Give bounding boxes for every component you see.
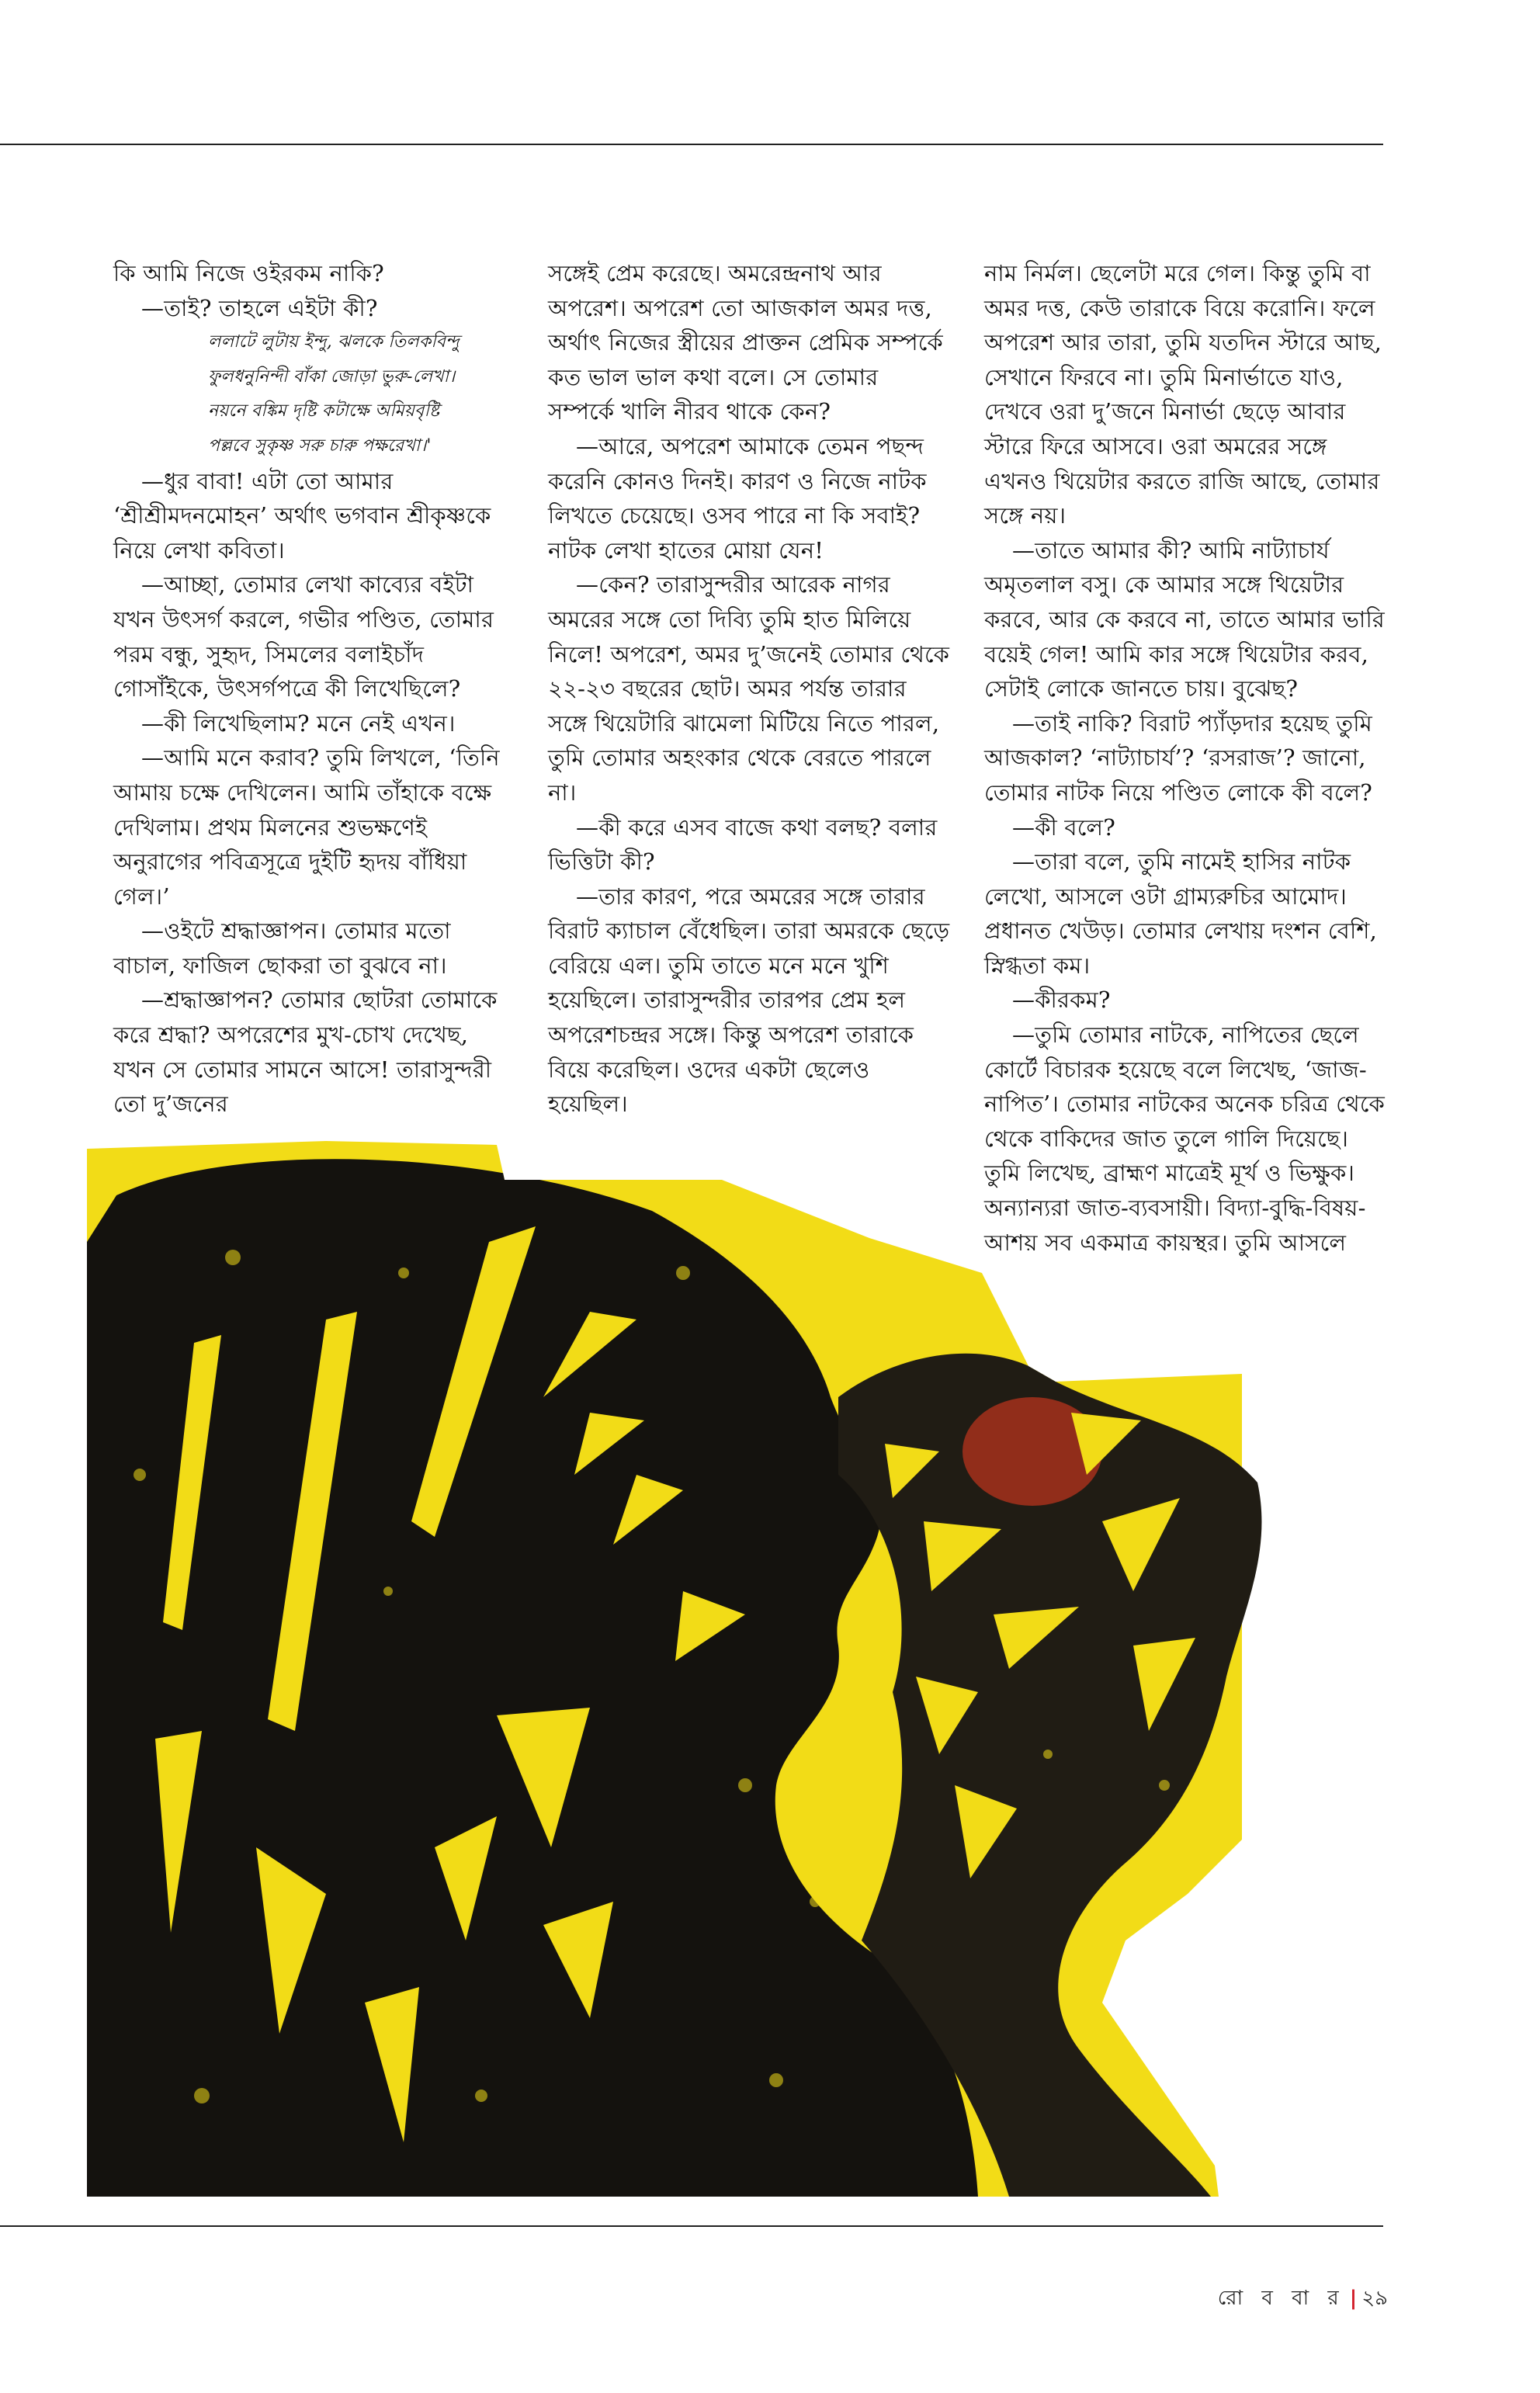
verse-line: ললাটে লুটায় ইন্দু, ঝলকে তিলকবিন্দু (208, 332, 460, 352)
paragraph: —কী লিখেছিলাম? মনে নেই এখন। (141, 709, 456, 737)
text-column-1 (113, 256, 509, 1122)
paragraph: —ওইটে শ্রদ্ধাজ্ঞাপন। তোমার মতো বাচাল, ফাজিল ছোকরা তা বুঝবে না। (113, 917, 451, 979)
paragraph: নাম নির্মল। ছেলেটা মরে গেল। কিন্তু তুমি বা অমর দত্ত, কেউ তারাকে বিয়ে করোনি। ফলে অপরেশ আর তারা, তুমি যতদিন স্টারে আছ, সেখানে ফিরবে না। তুমি মিনার্ভাতে যাও, দেখবে ওরা দু’জনে মিনার্ভা ছেড়ে আবার স্টারে ফিরে আসবে। ওরা অমরের সঙ্গে এখনও থিয়েটার করতে রাজি আছে, তোমার সঙ্গে নয়। (984, 260, 1382, 529)
verse-line: পল্লবে সুকৃষ্ণ সরু চারু পক্ষরেখা।' (208, 435, 432, 456)
paragraph: —কী করে এসব বাজে কথা বলছ? বলার ভিত্তিটা কী? (548, 813, 938, 876)
bottom-rule (0, 2225, 1383, 2227)
paragraph: —কেন? তারাসুন্দরীর আরেক নাগর অমরের সঙ্গে তো দিব্যি তুমি হাত মিলিয়ে নিলে! অপরেশ, অমর দু’জনেই তোমার থেকে ২২-২৩ বছরের ছোট। অমর পর্যন্ত তারার সঙ্গে থিয়েটারি ঝামেলা মিটিয়ে নিতে পারল, তুমি তোমার অহংকার থেকে বেরতে পারলে না। (548, 571, 950, 806)
paragraph: —শ্রদ্ধাজ্ঞাপন? তোমার ছোটরা তোমাকে করে শ্রদ্ধা? অপরেশের মুখ-চোখ দেখেছ, যখন সে তোমার সামনে আসে! তারাসুন্দরী তো দু’জনের (113, 987, 498, 1118)
paragraph: সঙ্গেই প্রেম করেছে। অমরেন্দ্রনাথ আর অপরেশ। অপরেশ তো আজকাল অমর দত্ত, অর্থাৎ নিজের স্ত্রীয়ের প্রাক্তন প্রেমিক সম্পর্কে কত ভাল ভাল কথা বলে। সে তোমার সম্পর্কে খালি নীরব থাকে কেন? (548, 260, 943, 425)
paragraph: —তুমি তোমার নাটকে, নাপিতের ছেলে কোর্টে বিচারক হয়েছে বলে লিখেছ, ‘জাজ-নাপিত’। তোমার নাটকের অনেক চরিত্র থেকে থেকে বাকিদের জাত তুলে গালি দিয়েছে। তুমি লিখেছ, ব্রাহ্মণ মাত্রেই মূর্খ ও ভিক্ষুক। অন্যান্যরা জাত-ব্যবসায়ী। বিদ্যা-বুদ্ধি-বিষয়-আশয় সব একমাত্র কায়স্থর। তুমি আসলে (984, 1021, 1386, 1256)
paragraph: —তারা বলে, তুমি নামেই হাসির নাটক লেখো, আসলে ওটা গ্রাম্যরুচির আমোদ। প্রধানত খেউড়। তোমার লেখায় দংশন বেশি, স্নিগ্ধতা কম। (984, 848, 1378, 979)
paragraph: কি আমি নিজে ওইরকম নাকি? (113, 260, 384, 286)
page-footer (1218, 2282, 1388, 2316)
text-column-2 (548, 256, 952, 1122)
paragraph: —তাই? তাহলে এইটা কী? (141, 294, 378, 321)
verse-line: নয়নে বঙ্কিম দৃষ্টি কটাক্ষে অমিয়বৃষ্টি (208, 401, 440, 421)
paragraph: —ধুর বাবা! এটা তো আমার ‘শ্রীশ্রীমদনমোহন’ অর্থাৎ ভগবান শ্রীকৃষ্ণকে নিয়ে লেখা কবিতা। (113, 467, 491, 564)
paragraph: —তার কারণ, পরে অমরের সঙ্গে তারার বিরাট ক্যাচাল বেঁধেছিল। তারা অমরকে ছেড়ে বেরিয়ে এল। তুমি তাতে মনে মনে খুশি হয়েছিলে। তারাসুন্দরীর তারপর প্রেম হল অপরেশচন্দ্রর সঙ্গে। কিন্তু অপরেশ তারাকে বিয়ে করেছিল। ওদের একটা ছেলেও হয়েছিল। (548, 883, 950, 1118)
paragraph: —কীরকম? (1012, 987, 1111, 1014)
verse-line: ফুলধনুনিন্দী বাঁকা জোড়া ভুরু-লেখা। (208, 366, 456, 387)
paragraph: —তাই নাকি? বিরাট প্যাঁড়দার হয়েছ তুমি আজকাল? ‘নাট্যাচার্য’? ‘রসরাজ’? জানো, তোমার নাটক নিয়ে পণ্ডিত লোকে কী বলে? (984, 709, 1373, 806)
magazine-name: রো ব বা র (1217, 2287, 1345, 2310)
paragraph: —আচ্ছা, তোমার লেখা কাব্যের বইটা যখন উৎসর্গ করলে, গভীর পণ্ডিত, তোমার পরম বন্ধু, সুহৃদ, সিমলের বলাইচাঁদ গোসাঁইকে, উৎসর্গপত্রে কী লিখেছিলে? (113, 571, 494, 702)
text-column-3 (984, 256, 1388, 1260)
paragraph: —আরে, অপরেশ আমাকে তেমন পছন্দ করেনি কোনও দিনই। কারণ ও নিজে নাটক লিখতে চেয়েছে। ওসব পারে না কি সবাই? নাটক লেখা হাতের মোয়া যেন! (548, 432, 927, 564)
page-number: ২৯ (1361, 2287, 1388, 2310)
paragraph: —তাতে আমার কী? আমি নাট্যাচার্য অমৃতলাল বসু। কে আমার সঙ্গে থিয়েটার করবে, আর কে করবে না, তাতে আমার ভারি বয়েই গেল! আমি কার সঙ্গে থিয়েটার করব, সেটাই লোকে জানতে চায়। বুঝেছ? (984, 536, 1385, 702)
paragraph: —আমি মনে করাব? তুমি লিখলে, ‘তিনি আমায় চক্ষে দেখিলেন। আমি তাঁহাকে বক্ষে দেখিলাম। প্রথম মিলনের শুভক্ষণেই অনুরাগের পবিত্রসূত্রে দুইটি হৃদয় বাঁধিয়া গেল।’ (113, 744, 500, 910)
footer-separator: | (1349, 2287, 1358, 2310)
paragraph: —কী বলে? (1012, 813, 1115, 841)
